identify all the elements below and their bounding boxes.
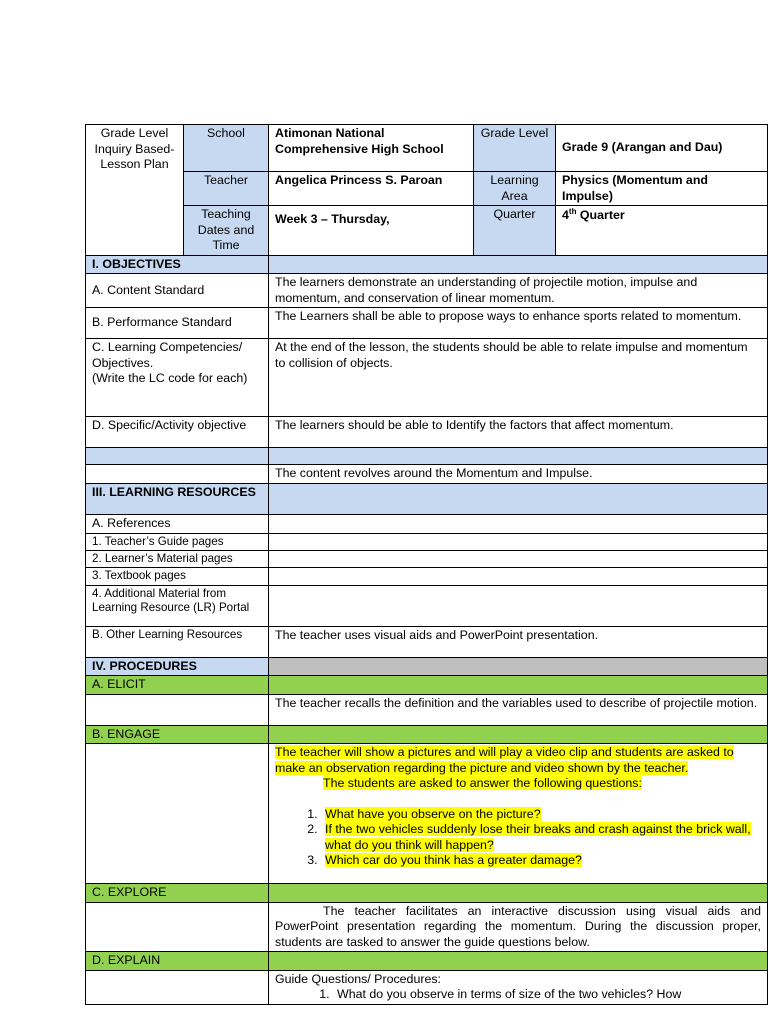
engage-question-3 [321, 853, 761, 869]
engage-question-2 [321, 822, 761, 853]
textbook-label: 3. Textbook pages [86, 568, 269, 585]
content-standard-label: A. Content Standard [86, 274, 269, 308]
learning-area-value: Physics (Momentum and Impulse) [556, 172, 768, 206]
competencies-value: At the end of the lesson, the students should be able to relate impulse and momentum to collision of objects. [269, 339, 768, 417]
content-heading-blank [86, 448, 269, 465]
engage-value [269, 744, 768, 884]
quarter-label: Quarter [474, 206, 556, 256]
quarter-number: 4 [562, 208, 569, 223]
other-resources-label: B. Other Learning Resources [86, 626, 269, 657]
plan-title-line2: Inquiry Based- [94, 141, 175, 156]
elicit-value: The teacher recalls the definition and the variables used to describe of projectile motion. [269, 694, 768, 725]
engage-question-2-text: If the two vehicles suddenly lose their breaks and crash against the brick wall, what do you think will happen? [325, 822, 751, 852]
explore-value: The teacher facilitates an interactive discussion using visual aids and PowerPoint presentation regarding the momentum. During the discussion proper, students are tasked to answer the guide questions below. [269, 902, 768, 952]
grade-level-label: Grade Level [474, 125, 556, 172]
procedures-heading: IV. PROCEDURES [86, 657, 269, 676]
engage-question-3-text: Which car do you think has a greater damage? [325, 853, 582, 868]
learning-resources-heading-blank [269, 484, 768, 515]
references-label: A. References [86, 515, 269, 534]
engage-paragraph-2-text: The students are asked to answer the following questions: [323, 776, 642, 791]
engage-label-blank [86, 744, 269, 884]
learners-material-value [269, 550, 768, 567]
competencies-label-line1: C. Learning Competencies/ Objectives. [92, 340, 243, 370]
engage-paragraph-2 [275, 776, 761, 792]
quarter-word: Quarter [576, 208, 625, 223]
engage-question-list [275, 807, 761, 869]
plan-title-grade-level: Grade Level [100, 126, 169, 140]
other-resources-value: The teacher uses visual aids and PowerPoint presentation. [269, 626, 768, 657]
specific-objective-label: D. Specific/Activity objective [86, 417, 269, 448]
learning-area-label: Learning Area [474, 172, 556, 206]
explain-label: D. EXPLAIN [86, 952, 269, 971]
engage-label: B. ENGAGE [86, 725, 269, 744]
content-standard-value: The learners demonstrate an understanding of projectile motion, impulse and momentum, and conservation of linear momentum. [269, 274, 768, 308]
competencies-label-line2: (Write the LC code for each) [92, 371, 248, 385]
elicit-label: A. ELICIT [86, 676, 269, 695]
textbook-value [269, 568, 768, 585]
performance-standard-label: B. Performance Standard [86, 308, 269, 339]
additional-material-value [269, 585, 768, 626]
lesson-plan-table [85, 124, 768, 1005]
explore-label: C. EXPLORE [86, 884, 269, 903]
plan-title-line3: Lesson Plan [100, 157, 169, 171]
teachers-guide-label: 1. Teacher’s Guide pages [86, 533, 269, 550]
explain-heading-blank [269, 952, 768, 971]
school-label: School [184, 125, 269, 172]
specific-objective-value: The learners should be able to Identify the factors that affect momentum. [269, 417, 768, 448]
content-label-blank [86, 465, 269, 484]
school-value: Atimonan National Comprehensive High School [269, 125, 474, 172]
elicit-label-blank [86, 694, 269, 725]
content-value: The content revolves around the Momentum and Impulse. [269, 465, 768, 484]
elicit-heading-blank [269, 676, 768, 695]
learning-resources-heading: III. LEARNING RESOURCES [86, 484, 269, 515]
quarter-value [556, 206, 768, 256]
teacher-label: Teacher [184, 172, 269, 206]
objectives-heading: I. OBJECTIVES [86, 255, 269, 274]
procedures-heading-blank [269, 657, 768, 676]
teaching-dates-value: Week 3 – Thursday, [269, 206, 474, 256]
explain-question-list [275, 987, 761, 1003]
performance-standard-value: The Learners shall be able to propose ways to enhance sports related to momentum. [269, 308, 768, 339]
engage-paragraph-1-text: The teacher will show a pictures and will play a video clip and students are asked to make an observation regarding the picture and video shown by the teacher. [275, 745, 734, 775]
explore-label-blank [86, 902, 269, 952]
content-heading-blank-right [269, 448, 768, 465]
explain-label-blank [86, 970, 269, 1004]
competencies-label [86, 339, 269, 417]
grade-level-value: Grade 9 (Arangan and Dau) [556, 125, 768, 172]
objectives-heading-blank [269, 255, 768, 274]
engage-question-1 [321, 807, 761, 823]
explain-heading: Guide Questions/ Procedures: [275, 971, 441, 986]
engage-question-1-text: What have you observe on the picture? [325, 806, 541, 821]
teaching-dates-label: Teaching Dates and Time [184, 206, 269, 256]
references-value [269, 515, 768, 534]
teachers-guide-value [269, 533, 768, 550]
additional-material-label: 4. Additional Material from Learning Resource (LR) Portal [86, 585, 269, 626]
learners-material-label: 2. Learner’s Material pages [86, 550, 269, 567]
explain-question-1: 1. What do you observe in terms of size of the two vehicles? How [333, 987, 761, 1003]
explore-heading-blank [269, 884, 768, 903]
engage-heading-blank [269, 725, 768, 744]
teacher-value: Angelica Princess S. Paroan [269, 172, 474, 206]
plan-title [86, 125, 184, 256]
explain-value [269, 970, 768, 1004]
quarter-suffix: th [568, 207, 577, 216]
engage-paragraph-1 [275, 745, 761, 776]
